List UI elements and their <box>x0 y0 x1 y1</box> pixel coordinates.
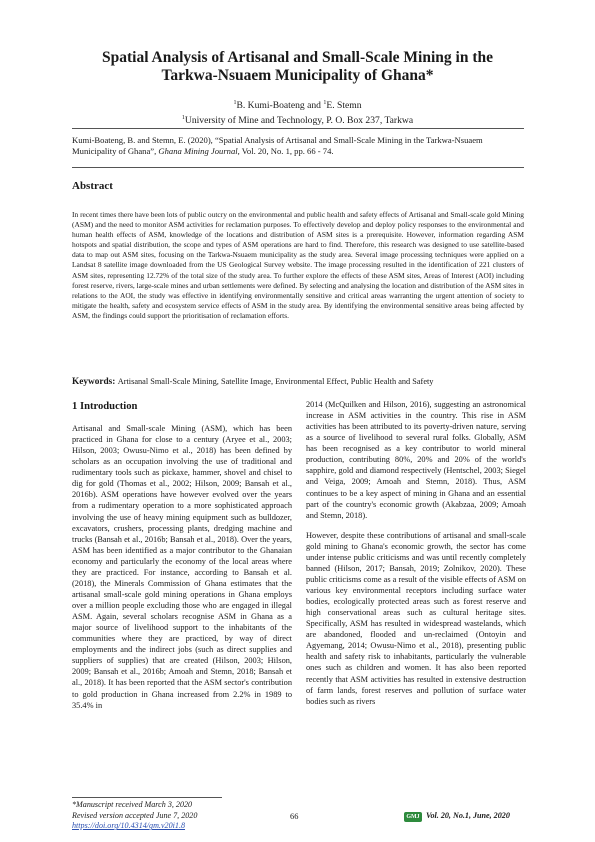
body-column-left <box>72 423 292 720</box>
paragraph: 2014 (McQuilken and Hilson, 2016), suggesting an astronomical increase in ASM activities in the country. This rise in ASM activities has been attributed to its poverty-driven nature, serving as a source of livelihood to several rural folks. Globally, ASM has been recognised as a key contributor to world mineral production, contributing 80%, 20% and 20% of the world's sapphire, gold and diamond respectively (Hentschel, 2003; Siegel and Veiga, 2009; Amoah and Stemn, 2018). Thus, ASM continues to be a key aspect of mining in Ghana and an essential part of the country's economic growth (Akabzaa, 2009; Amoah and Stemn, 2018). <box>306 400 526 520</box>
footnote <box>72 800 197 832</box>
received-date: *Manuscript received March 3, 2020 <box>72 800 193 809</box>
journal-logo: GMJ <box>404 812 422 822</box>
revised-date: Revised version accepted June 7, 2020 <box>72 810 198 820</box>
paragraph: Artisanal and Small-scale Mining (ASM), which has been practiced in Ghana for close to a century (Aryee et al., 2003; Hilson, 2003; Owusu-Nimo et al., 2018) has been defined by scholars as an occupation involving the use of traditional and rudimentary tools such as pickaxe, hammer, shovel and chisel to dig for gold (Thomas et al., 2002; Hilson, 2009; Bansah et al., 2016b). ASM operations have however evolved over the years from a rudimentary operation to a more sophisticated approach involving the use of heavy mining equipment such as bulldozer, excavators, crushers, processing plants, dredging machine and trucks (Bansah et al., 2016b; Bansah et al., 2018). Over the years, ASM has been identified as a major contributor to the Ghanaian economy and particularly the economy of the local areas where they are practiced. For instance, according to Bansah et al. (2018), the Minerals Commission of Ghana estimates that the artisanal small-scale gold mining operations in Ghana employs over a million people excluding those who are engaged in illegal ASM. Again, several scholars recognise ASM in Ghana as a major source of livelihood support to the inhabitants of the communities where they are practiced, by way of direct employments and the indirect jobs (such as direct supplies and suppliers of supplies) that are created (Hilson, 2003; Hilson, 2009; Bansah et al., 2016b; Amoah and Stemn, 2018; Bansah et al., 2018). It has been reported that the ASM sector's contribution to gold production in Ghana increased from 2.2% in 1989 to 35.4% in <box>72 424 292 710</box>
paper-title-line-1: Spatial Analysis of Artisanal and Small-Scale Mining in the <box>101 49 493 66</box>
affiliation: $^1$University of Mine and Technology, P. O. Box 237, Tarkwa <box>181 115 414 126</box>
footnote-divider <box>72 797 222 798</box>
journal-name: Ghana Mining Journal <box>158 146 238 157</box>
author-1: B. Kumi-Boateng and <box>236 100 324 111</box>
author-block <box>60 97 535 127</box>
section-heading-introduction: 1 Introduction <box>72 401 138 412</box>
doi-link[interactable]: https://doi.org/10.4314/gm.v20i1.8 <box>72 821 186 831</box>
keywords-label: Keywords: <box>72 377 118 387</box>
body-column-right <box>306 399 526 716</box>
divider-top <box>72 128 524 129</box>
abstract-heading: Abstract <box>72 180 113 192</box>
paragraph: However, despite these contributions of artisanal and small-scale gold mining to Ghana's economic growth, the sector has come under intense public criticisms and was until recently completely banned (Hilson, 2017; Bansah, 2019; Zolnikov, 2020). These public criticisms come as a result of the visible effects of ASM on various key environmental receptors including surface water bodies, ecologically protected areas such as forest reserve and high conservational areas such as cultural heritage sites. Specifically, ASM has resulted in widespread wastelands, which are abandoned, flooded and un-reclaimed (Ontoyin and Agyemang, 2014; Owusu-Nimo et al., 2018), presenting public health and safety risk to inhabitants, particularly the vulnerable ones such as children and women. It has also been reported recently that ASM activities has resulted in extensive destruction of farm lands, forest reserves and pollution of surface water bodies such as rivers <box>306 530 526 706</box>
paper-title-line-2: Tarkwa-Nsuaem Municipality of Ghana* <box>161 67 434 84</box>
keywords <box>72 376 532 388</box>
divider-citation <box>72 167 524 168</box>
page-number: 66 <box>290 812 299 821</box>
author-names: $^1$B. Kumi-Boateng and $^1$E. Stemn <box>233 100 362 111</box>
author-2: E. Stemn <box>326 100 362 111</box>
keywords-list: Artisanal Small-Scale Mining, Satellite Image, Environmental Effect, Public Health and Safety <box>117 377 434 386</box>
paper-title <box>60 49 535 85</box>
journal-volume-info: Vol. 20, No.1, June, 2020 <box>426 811 510 820</box>
citation-block: Kumi-Boateng, B. and Stemn, E. (2020), “Spatial Analysis of Artisanal and Small-Scale Mining in the Tarkwa-Nsuaem Municipality of Ghana”, Ghana Mining Journal, Vol. 20, No. 1, pp. 66 - 74. <box>72 135 483 157</box>
journal-footer <box>404 811 510 822</box>
abstract-text: In recent times there have been lots of public outcry on the environmental and public health and safety effects of Artisanal and Small-scale gold Mining (ASM) and the need to monitor ASM activities for reclamation purposes. To effectively develop and deploy policy responses to the environmental and human health effects of ASM, knowledge of the locations and distribution of ASM sites is a prerequisite. However, information regarding ASM hotspots and spatial distribution, the scope and types of ASM operations are hard to find. Therefore, this research was designed to use satellite-based data to map out ASM sites, focusing on the Tarkwa-Nsuaem municipality as the study area. Several image processing techniques were applied on a Landsat 8 satellite image downloaded from the US Geological Survey website. The image processing resulted in the identification of 221 clusters of ASM sites, representing 12.72% of the total size of the study area. To further explore the effects of these ASM sites, Areas of Interest (AOI) including forest reserve, rivers, large-scale mines and urban settlements were defined. By selecting and analysing the location and distribution of the ASM sites in relations to the AOI, the study was effective in identifying environmentally sensitive and critical areas warranting the urgent attention of society to mitigate the health, safety and ecosystem service effects of ASM in the study area. By identifying the environmental sensitive areas being affected by ASM, the findings could support the prioritisation of reclamation efforts. <box>72 210 524 320</box>
